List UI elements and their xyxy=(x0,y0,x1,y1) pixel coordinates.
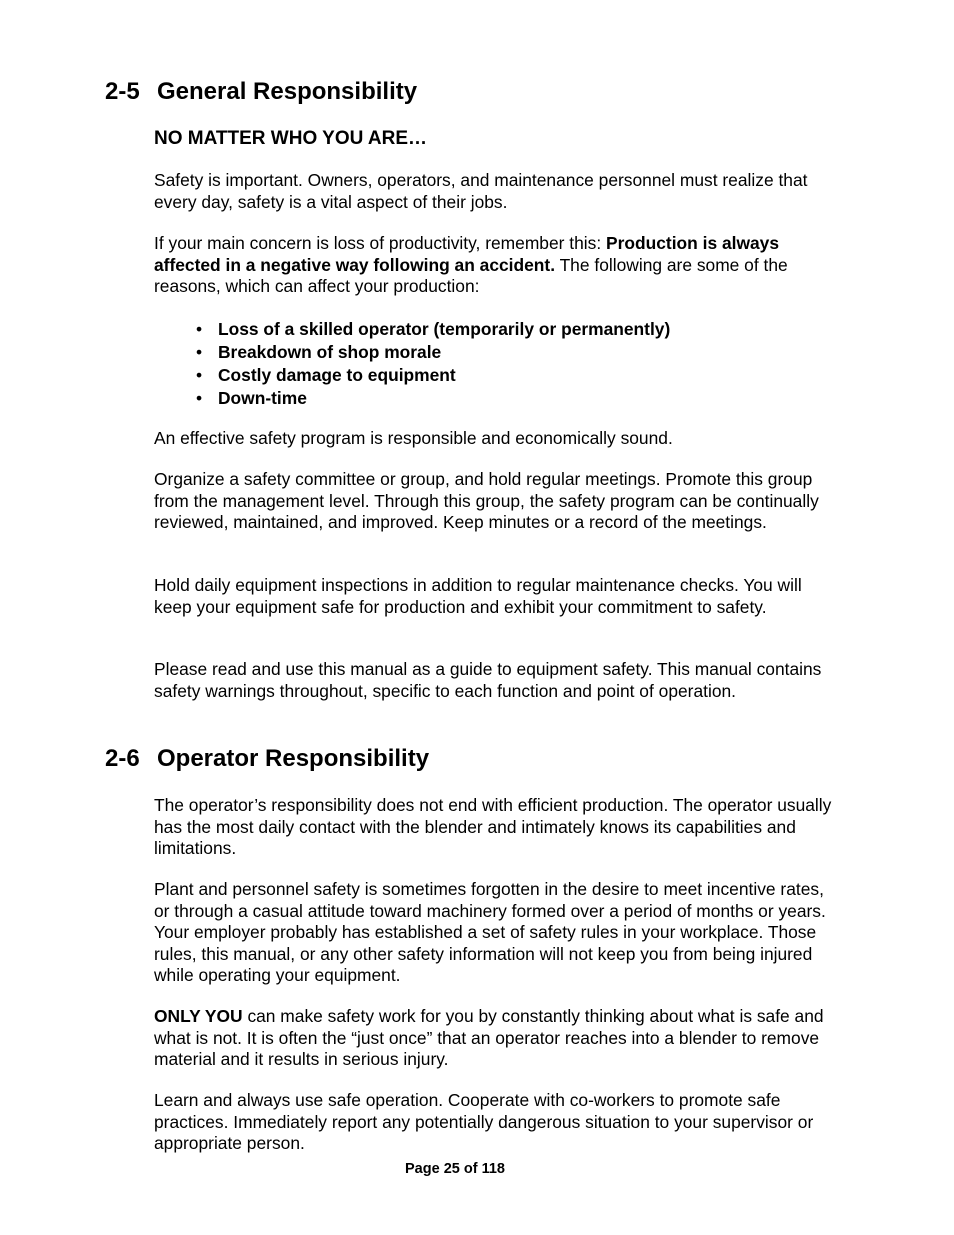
bullet-icon: • xyxy=(196,365,203,385)
paragraph-only-you xyxy=(154,1006,844,1071)
subheading: NO MATTER WHO YOU ARE… xyxy=(154,128,428,149)
section-2-5-heading xyxy=(105,78,417,106)
paragraph-only-you-tail: can make safety work for you by constantly thinking about what is safe and what is not. It is often the “just once” that an operator reaches into a blender to remove material and it results in serious injury. xyxy=(154,1006,824,1070)
bullet-icon: • xyxy=(196,342,203,362)
paragraph-safe-operation: Learn and always use safe operation. Cooperate with co-workers to promote safe practices. Immediately report any potentially dangerous situation to your supervisor or appropriate person. xyxy=(154,1090,814,1154)
paragraph-productivity xyxy=(154,233,844,298)
paragraph-effective-program: An effective safety program is responsible and economically sound. xyxy=(154,428,673,448)
list-item: • Loss of a skilled operator (temporarily or permanently) xyxy=(196,319,671,339)
paragraph-safety-committee: Organize a safety committee or group, and hold regular meetings. Promote this group from the management level. Through this group, the safety program can be continually reviewed, maintained, and improved. Keep minutes or a record of the meetings. xyxy=(154,469,819,533)
paragraph-productivity-tail: The following are some of the reasons, which can affect your production: xyxy=(154,254,788,297)
list-item: • Costly damage to equipment xyxy=(196,365,456,385)
section-2-6-number: 2-6 xyxy=(105,745,140,772)
paragraph-read-manual: Please read and use this manual as a guide to equipment safety. This manual contains safety warnings throughout, specific to each function and point of operation. xyxy=(154,659,822,701)
section-2-6-title: Operator Responsibility xyxy=(157,745,430,772)
list-item: • Down-time xyxy=(196,388,307,408)
paragraph-operator-responsibility: The operator’s responsibility does not end with efficient production. The operator usually has the most daily contact with the blender and intimately knows its capabilities and limitations. xyxy=(154,795,832,859)
page-number: Page 25 of 118 xyxy=(405,1161,505,1177)
paragraph-safety-important: Safety is important. Owners, operators, and maintenance personnel must realize that every day, safety is a vital aspect of their jobs. xyxy=(154,170,808,212)
section-2-6-heading xyxy=(105,745,429,773)
paragraph-plant-safety: Plant and personnel safety is sometimes forgotten in the desire to meet incentive rates, or through a casual attitude toward machinery formed over a period of months or years. Your employer probably has established a set of safety rules in your workplace. Those rules, this manual, or any other safety information will not keep you from being injured while operating your equipment. xyxy=(154,879,826,986)
section-2-5-number: 2-5 xyxy=(105,78,140,105)
production-factors-list xyxy=(154,318,670,410)
paragraph-productivity-bold: Production is always affected in a negative way following an accident. xyxy=(154,233,779,275)
list-item: • Breakdown of shop morale xyxy=(196,342,442,362)
bullet-icon: • xyxy=(196,319,203,339)
bullet-icon: • xyxy=(196,388,203,408)
section-2-5-title: General Responsibility xyxy=(157,78,418,105)
paragraph-productivity-lead: If your main concern is loss of productivity, remember this: xyxy=(154,233,606,253)
paragraph-only-you-bold: ONLY YOU xyxy=(154,1006,243,1026)
paragraph-daily-inspections: Hold daily equipment inspections in addition to regular maintenance checks. You will keep your equipment safe for production and exhibit your commitment to safety. xyxy=(154,575,802,617)
